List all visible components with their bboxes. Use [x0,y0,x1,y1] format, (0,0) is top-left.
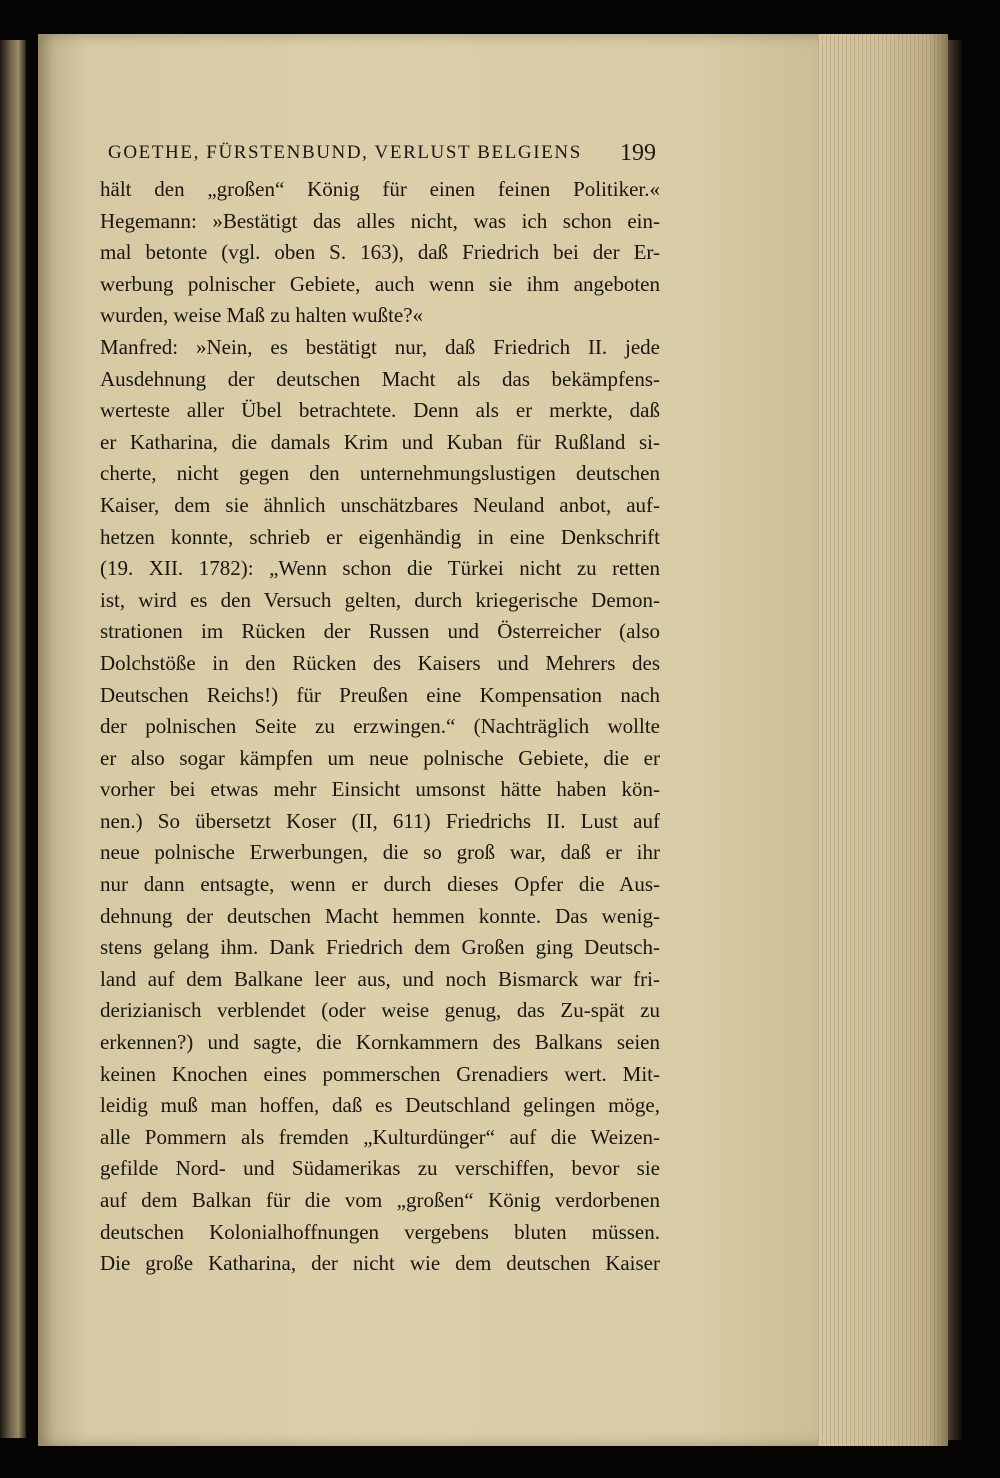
text-line: nur dann entsagte, wenn er durch dieses Opfer die Aus- [100,872,660,897]
text-line: werteste aller Übel betrachtete. Denn als er merkte, daß [100,398,660,423]
text-line: cherte, nicht gegen den unternehmungslustigen deutschen [100,461,660,486]
text-line: strationen im Rücken der Russen und Österreicher (also [100,619,660,644]
text-line: gefilde Nord- und Südamerikas zu verschiffen, bevor sie [100,1156,660,1181]
text-line: er also sogar kämpfen um neue polnische Gebiete, die er [100,745,660,770]
text-line: stens gelang ihm. Dank Friedrich dem Großen ging Deutsch- [100,935,660,960]
text-line: Die große Katharina, der nicht wie dem deutschen Kaiser [100,1251,660,1276]
text-line: (19. XII. 1782): „Wenn schon die Türkei nicht zu retten [100,556,660,581]
text-line: alle Pommern als fremden „Kulturdünger“ auf die Weizen- [100,1124,660,1149]
running-head [108,136,656,170]
text-line: Dolchstöße in den Rücken des Kaisers und Mehrers des [100,650,660,675]
text-line: dehnung der deutschen Macht hemmen konnte. Das wenig- [100,903,660,928]
text-line: keinen Knochen eines pommerschen Grenadiers wert. Mit- [100,1061,660,1086]
text-line: Hegemann: »Bestätigt das alles nicht, was ich schon ein- [100,208,660,233]
text-line: hält den „großen“ König für einen feinen Politiker.« [100,177,660,201]
text-line: deutschen Kolonialhoffnungen vergebens bluten müssen. [100,1219,660,1244]
text-line: werbung polnischer Gebiete, auch wenn sie ihm angeboten [100,271,660,296]
text-line: Kaiser, dem sie ähnlich unschätzbares Neuland anbot, auf- [100,492,660,517]
text-line: leidig muß man hoffen, daß es Deutschland gelingen möge, [100,1093,660,1118]
text-line: mal betonte (vgl. oben S. 163), daß Friedrich bei der Er- [100,240,660,265]
text-line: auf dem Balkan für die vom „großen“ König verdorbenen [100,1188,660,1212]
text-line: Manfred: »Nein, es bestätigt nur, daß Friedrich II. jede [100,334,660,359]
text-line: ist, wird es den Versuch gelten, durch kriegerische Demon- [100,587,660,612]
text-line: wurden, weise Maß zu halten wußte?« [100,303,424,328]
page-fore-edge [818,34,948,1446]
running-title: GOETHE, FÜRSTENBUND, VERLUST BELGIENS [108,142,582,163]
text-line: er Katharina, die damals Krim und Kuban für Rußland si- [100,429,660,454]
text-line: vorher bei etwas mehr Einsicht umsonst hätte haben kön- [100,777,660,802]
text-line: land auf dem Balkane leer aus, und noch Bismarck war fri- [100,966,660,991]
text-line: nen.) So übersetzt Koser (II, 611) Friedrichs II. Lust auf [100,808,660,833]
text-line: Ausdehnung der deutschen Macht als das bekämpfens- [100,366,660,391]
text-line: erkennen?) und sagte, die Kornkammern des Balkans seien [100,1030,660,1055]
text-line: derizianisch verblendet (oder weise genug, das Zu-spät zu [100,998,660,1023]
text-line: der polnischen Seite zu erzwingen.“ (Nachträglich wollte [100,714,660,739]
text-line: Deutschen Reichs!) für Preußen eine Kompensation nach [100,682,660,707]
page-number: 199 [620,140,656,166]
fore-edge-shadow [948,40,962,1440]
text-line: neue polnische Erwerbungen, die so groß war, daß er ihr [100,840,660,865]
left-page-edge [0,40,26,1438]
text-line: hetzen konnte, schrieb er eigenhändig in eine Denkschrift [100,524,660,549]
body-text [100,174,660,1280]
